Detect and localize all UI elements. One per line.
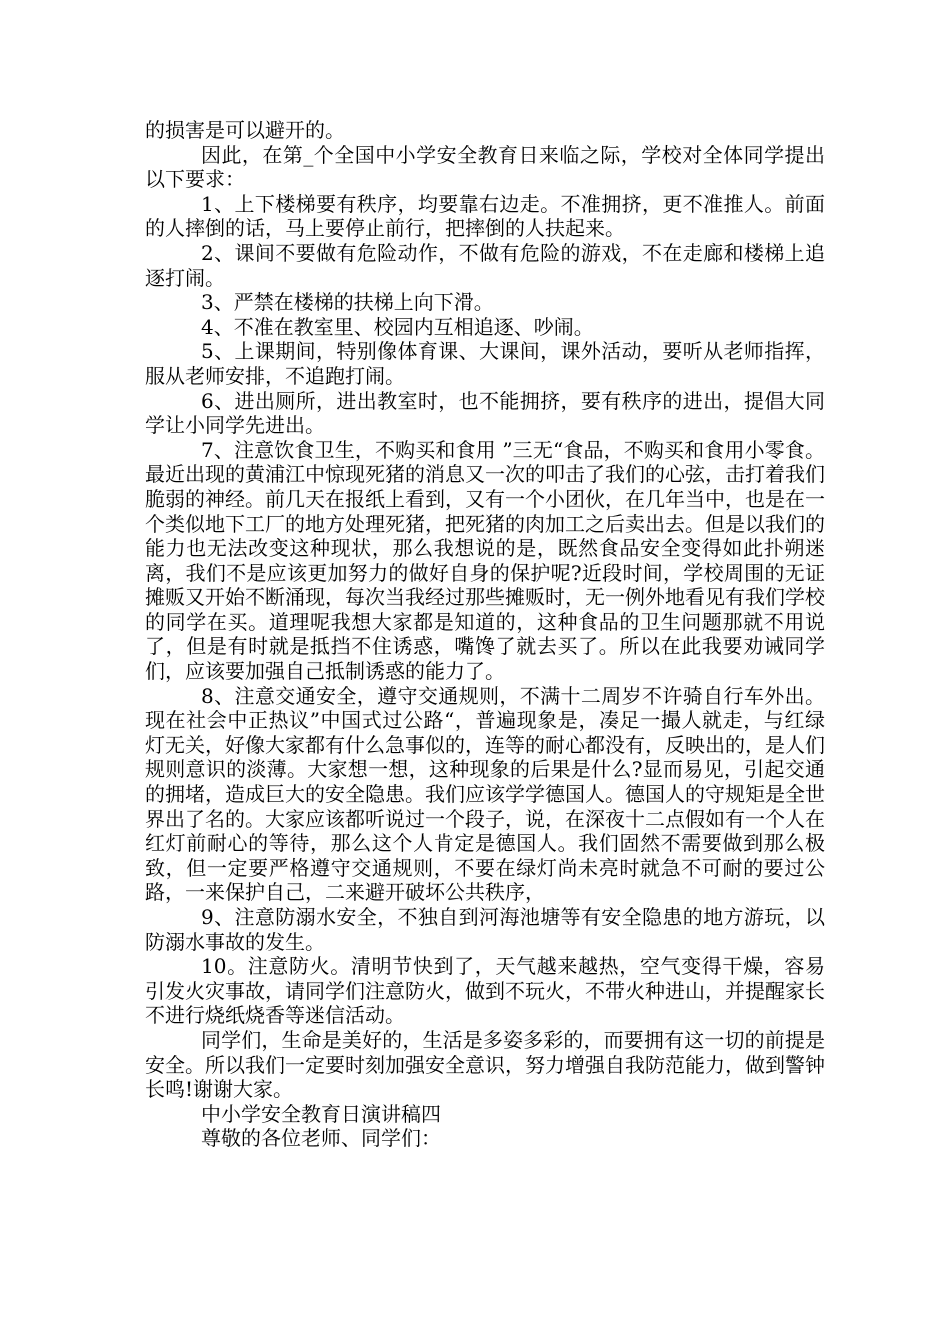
paragraph-rule-8: 8、注意交通安全，遵守交通规则，不满十二周岁不许骑自行车外出。 现在社会中正热议”中国式过公路“，普遍现象是，凑足一撮人就走，与红绿灯无关，好像大家都有什么急事似的，连等的耐心都没有，反映出的，是人们规则意识的淡薄。大家想一想，这种现象的后果是什么?显而易见，引起交通的拥堵，造成巨大的安全隐患。我们应该学学德国人。德国人的守规矩是全世界出了名的。大家应该都听说过一个段子，说，在深夜十二点假如有一个人在红灯前耐心的等待，那么这个人肯定是德国人。我们固然不需要做到那么极致，但一定要严格遵守交通规则，不要在绿灯尚未亮时就急不可耐的要过公路，一来保护自己，二来避开破坏公共秩序， xyxy=(145,683,825,905)
section-title: 中小学安全教育日演讲稿四 xyxy=(201,1101,441,1126)
paragraph-rule-10: 10。注意防火。清明节快到了，天气越来越热，空气变得干燥，容易引发火灾事故，请同学们注意防火，做到不玩火，不带火种进山，并提醒家长不进行烧纸烧香等迷信活动。 xyxy=(145,954,825,1028)
paragraph-intro: 因此，在第_个全国中小学安全教育日来临之际，学校对全体同学提出以下要求： xyxy=(145,142,825,192)
document-body xyxy=(145,118,825,1151)
paragraph-continuation: 的损害是可以避开的。 xyxy=(145,118,345,142)
paragraph-rule-1: 1、上下楼梯要有秩序，均要靠右边走。不准拥挤，更不准推人。前面的人摔倒的话，马上要停止前行，把摔倒的人扶起来。 xyxy=(145,191,825,241)
paragraph-rule-7: 7、注意饮食卫生，不购买和食用 ”三无“食品，不购买和食用小零食。 最近出现的黄浦江中惊现死猪的消息又一次的叩击了我们的心弦，击打着我们脆弱的神经。前几天在报纸上看到，又有一个小团伙，在几年当中，也是在一个类似地下工厂的地方处理死猪，把死猪的肉加工之后卖出去。但是以我们的能力也无法改变这种现状，那么我想说的是，既然食品安全变得如此扑朔迷离，我们不是应该更加努力的做好自身的保护呢?近段时间，学校周围的无证摊贩又开始不断涌现，每次当我经过那些摊贩时，无一例外地看见有我们学校的同学在买。道理呢我想大家都是知道的，这种食品的卫生问题那就不用说了，但是有时就是抵挡不住诱惑，嘴馋了就去买了。所以在此我要劝诫同学们，应该要加强自己抵制诱惑的能力了。 xyxy=(145,437,825,684)
paragraph-rule-5: 5、上课期间，特别像体育课、大课间，课外活动，要听从老师指挥，服从老师安排，不追跑打闹。 xyxy=(145,339,825,388)
salutation: 尊敬的各位老师、同学们： xyxy=(201,1126,441,1151)
paragraph-rule-6: 6、进出厕所，进出教室时，也不能拥挤，要有秩序的进出，提倡大同学让小同学先进出。 xyxy=(145,388,825,438)
paragraph-rule-3: 3、严禁在楼梯的扶梯上向下滑。 xyxy=(201,290,494,315)
paragraph-rule-4: 4、不准在教室里、校园内互相追逐、吵闹。 xyxy=(201,314,594,339)
paragraph-rule-2: 2、课间不要做有危险动作，不做有危险的游戏，不在走廊和楼梯上追逐打闹。 xyxy=(145,240,825,290)
paragraph-rule-9: 9、注意防溺水安全，不独自到河海池塘等有安全隐患的地方游玩，以防溺水事故的发生。 xyxy=(145,905,825,954)
paragraph-closing: 同学们，生命是美好的，生活是多姿多彩的，而要拥有这一切的前提是安全。所以我们一定要时刻加强安全意识，努力增强自我防范能力，做到警钟长鸣!谢谢大家。 xyxy=(145,1027,825,1102)
